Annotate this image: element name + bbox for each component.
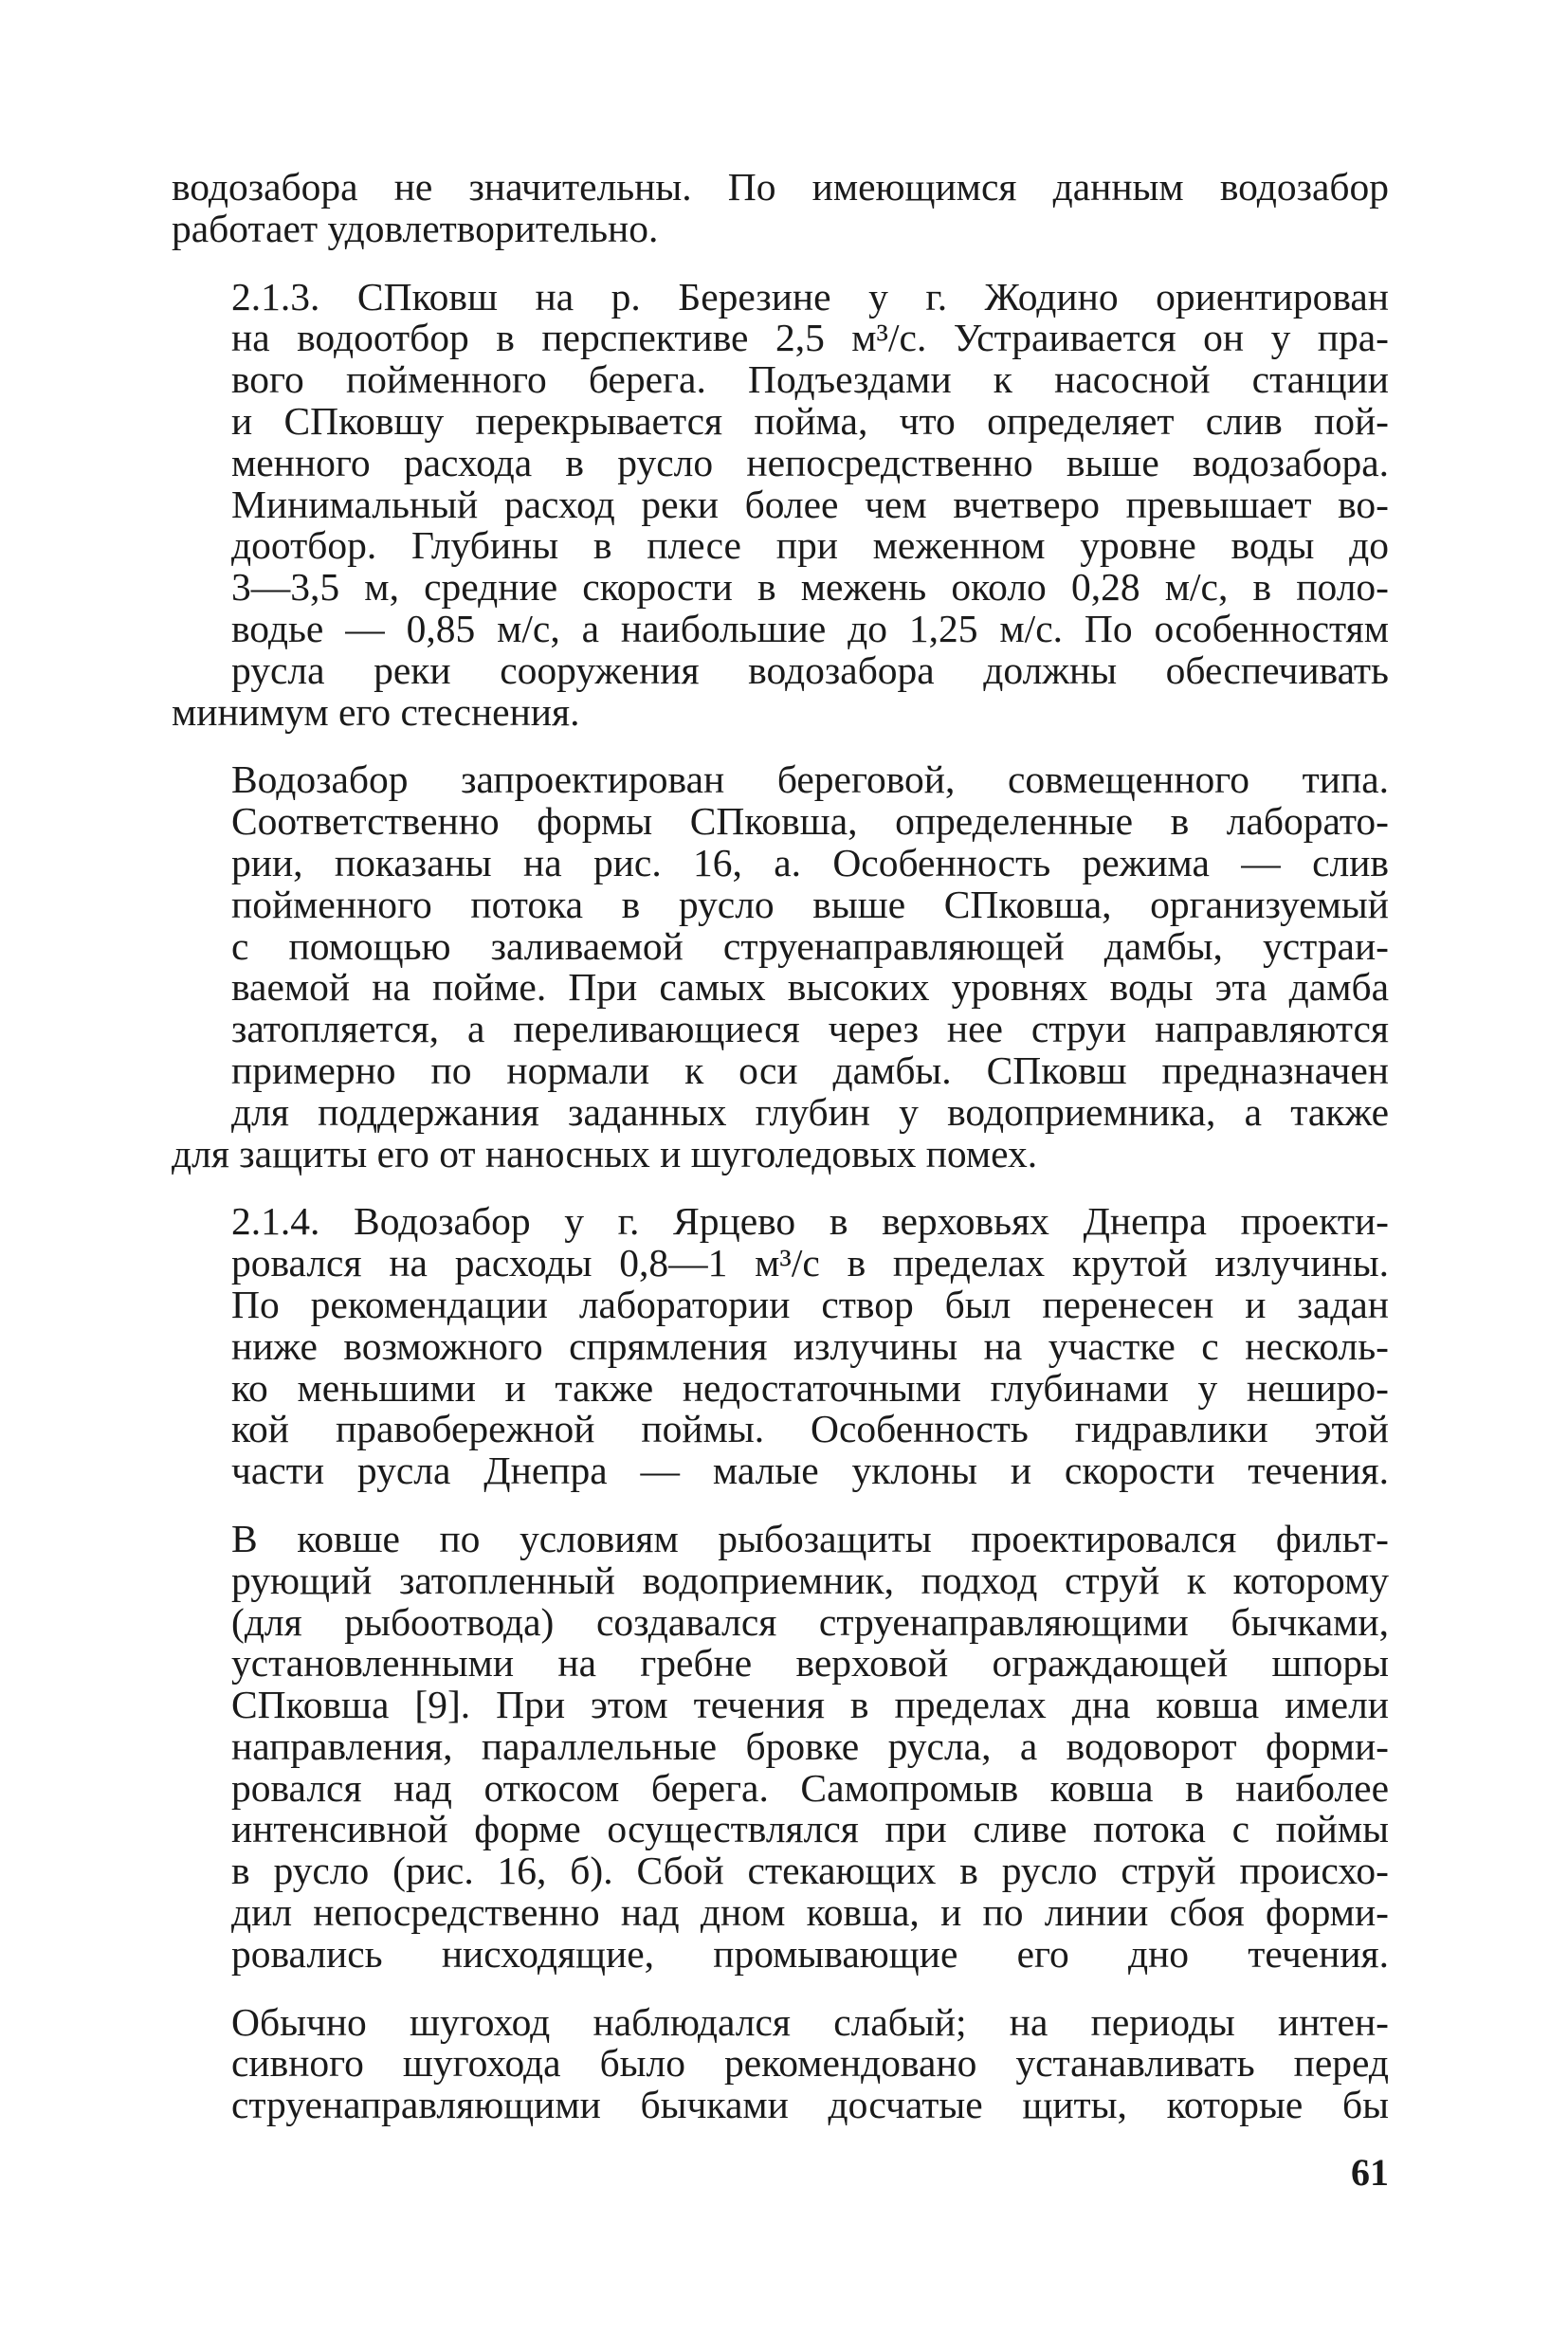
text-line: рии, показаны на рис. 16, а. Особенность режима — слив	[231, 840, 1389, 884]
paragraph-6	[172, 1999, 1389, 2127]
text-line: пойменного потока в русло выше СПковша, организуемый	[231, 882, 1389, 926]
text-line: водье — 0,85 м/с, а наибольшие до 1,25 м/с. По особенностям	[231, 606, 1389, 650]
text-line: (для рыбоотвода) создавался струенаправляющими бычками,	[231, 1599, 1389, 1644]
text-line: водозабора не значительны. По имеющимся данным водозабор	[172, 165, 1389, 209]
text-line: части русла Днепра — малые уклоны и скорости течения.	[231, 1449, 1389, 1493]
text-line: на водоотбор в перспективе 2,5 м³/с. Устраивается он у пра-	[231, 316, 1389, 360]
text-line: работает удовлетворительно.	[172, 206, 659, 250]
text-line: Соответственно формы СПковша, определенные в лаборато-	[231, 799, 1389, 844]
text-line: ниже возможного спрямления излучины на участке с несколь-	[231, 1323, 1389, 1368]
page-number: 61	[1351, 2151, 1389, 2194]
text-line: 2.1.4. Водозабор у г. Ярцево в верховьях Днепра проекти-	[231, 1199, 1389, 1244]
text-line: Обычно шугоход наблюдался слабый; на периоды интен-	[231, 1999, 1389, 2044]
text-line: ко меньшими и также недостаточными глубинами у неширо-	[231, 1365, 1389, 1410]
page-body	[172, 167, 1389, 2153]
text-line: рующий затопленный водоприемник, подход струй к которому	[231, 1558, 1389, 1602]
text-line: В ковше по условиям рыбозащиты проектировался фильт-	[231, 1516, 1389, 1560]
text-line: менного расхода в русло непосредственно выше водозабора.	[231, 440, 1389, 484]
text-line: вого пойменного берега. Подъездами к насосной станции	[231, 357, 1389, 402]
text-line: для защиты его от наносных и шуголедовых помех.	[172, 1131, 1038, 1176]
paragraph-4	[172, 1201, 1389, 1492]
text-line: установленными на гребне верховой ограждающей шпоры	[231, 1641, 1389, 1686]
paragraph-5	[172, 1516, 1389, 1976]
text-line: интенсивной форме осуществлялся при сливе потока с поймы	[231, 1807, 1389, 1851]
text-line: ровался на расходы 0,8—1 м³/с в пределах крутой излучины.	[231, 1241, 1389, 1285]
text-line: струенаправляющими бычками досчатые щиты, которые бы	[231, 2083, 1389, 2127]
text-line: направления, параллельные бровке русла, а водоворот форми-	[231, 1723, 1389, 1768]
text-line: русла реки сооружения водозабора должны обеспечивать	[231, 647, 1389, 692]
text-line: для поддержания заданных глубин у водоприемника, а также	[231, 1089, 1389, 1134]
text-line: минимум его стеснения.	[172, 689, 580, 734]
paragraph-3	[172, 759, 1389, 1175]
text-line: СПковша [9]. При этом течения в пределах дна ковша имели	[231, 1683, 1389, 1727]
text-line: ваемой на пойме. При самых высоких уровнях воды эта дамба	[231, 965, 1389, 1010]
text-line: По рекомендации лаборатории створ был перенесен и задан	[231, 1282, 1389, 1326]
text-line: с помощью заливаемой струенаправляющей дамбы, устраи-	[231, 923, 1389, 968]
text-line: ровался над откосом берега. Самопромыв ковша в наиболее	[231, 1765, 1389, 1810]
text-line: Минимальный расход реки более чем вчетверо превышает во-	[231, 482, 1389, 526]
text-line: примерно по нормали к оси дамбы. СПковш предназначен	[231, 1048, 1389, 1092]
text-line: сивного шугохода было рекомендовано устанавливать перед	[231, 2041, 1389, 2086]
paragraph-2	[172, 274, 1389, 734]
text-line: в русло (рис. 16, б). Сбой стекающих в русло струй происхо-	[231, 1849, 1389, 1893]
text-line: 2.1.3. СПковш на р. Березине у г. Жодино ориентирован	[231, 274, 1389, 319]
text-line: Водозабор запроектирован береговой, совмещенного типа.	[231, 757, 1389, 802]
text-line: 3—3,5 м, средние скорости в межень около 0,28 м/с, в поло-	[231, 565, 1389, 610]
text-line: ровались нисходящие, промывающие его дно течения.	[231, 1931, 1389, 1976]
text-line: и СПковшу перекрывается пойма, что определяет слив пой-	[231, 398, 1389, 443]
text-line: затопляется, а переливающиеся через нее струи направляются	[231, 1007, 1389, 1051]
paragraph-1	[172, 167, 1389, 250]
text-line: доотбор. Глубины в плесе при меженном уровне воды до	[231, 523, 1389, 568]
text-line: дил непосредственно над дном ковша, и по линии сбоя форми-	[231, 1890, 1389, 1935]
text-line: кой правобережной поймы. Особенность гидравлики этой	[231, 1407, 1389, 1451]
